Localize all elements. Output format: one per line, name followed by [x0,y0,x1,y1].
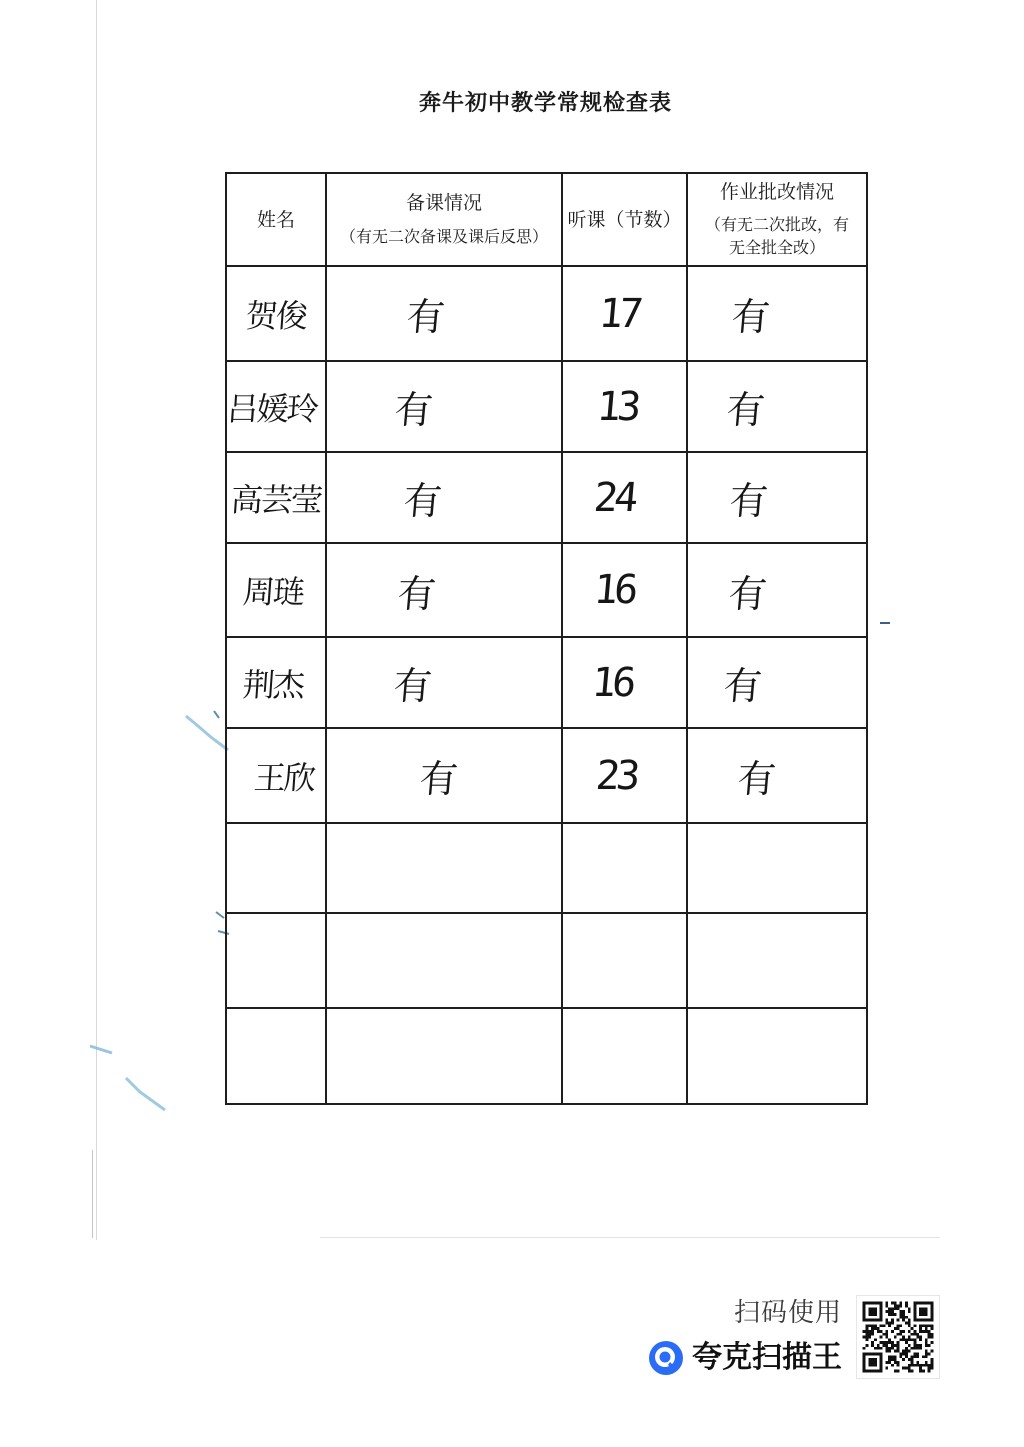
homework-grading-cell [687,266,867,361]
homework-grading-value: 有 [729,295,772,339]
teacher-name: 高芸莹 [229,480,323,519]
teacher-name: 荆杰 [241,665,305,704]
blank-cell [326,823,562,913]
blank-cell [562,1008,687,1104]
scan-artifact [186,716,228,750]
table-row [226,266,867,361]
teacher-name-cell [226,361,326,452]
header-class-observation [562,173,687,266]
table-header-row [226,173,867,266]
lesson-prep-cell [326,361,562,452]
teacher-name-cell [226,452,326,543]
lesson-prep-cell [326,266,562,361]
lesson-prep-value: 有 [404,295,447,339]
paper-edge-left [96,0,97,1240]
scan-artifact [90,1046,112,1053]
paper-edge-left-shadow [92,1150,93,1238]
class-observation-cell [562,266,687,361]
lesson-prep-cell [326,637,562,728]
blank-cell [326,913,562,1008]
homework-grading-cell [687,543,867,637]
lesson-prep-value: 有 [392,388,435,432]
page-title: 奔牛初中教学常规检查表 [418,90,672,116]
homework-grading-value: 有 [726,571,769,616]
header-lesson-prep [326,173,562,266]
homework-grading-value: 有 [735,757,778,801]
qr-code-icon [857,1296,939,1378]
table-row [226,637,867,728]
header-lesson-prep-title: 备课情况 [405,191,482,214]
class-observation-cell [562,452,687,543]
teacher-name: 贺俊 [244,296,308,335]
table-row [226,361,867,452]
blank-cell [226,913,326,1008]
teacher-name: 吕媛玲 [225,389,319,428]
quark-logo-icon [648,1340,684,1376]
table-row [226,543,867,637]
lesson-prep-cell [326,543,562,637]
table-row-blank [226,913,867,1008]
brand-name: 夸克扫描王 [692,1340,842,1375]
teacher-name-cell [226,543,326,637]
homework-grading-cell [687,361,867,452]
header-name [226,173,326,266]
blank-cell [562,913,687,1008]
homework-grading-cell [687,728,867,823]
blank-cell [687,913,867,1008]
lesson-prep-cell [326,728,562,823]
table-row-blank [226,823,867,913]
lesson-prep-value: 有 [401,479,444,523]
brand-watermark [648,1340,842,1376]
scan-to-use-label: 扫码使用 [733,1298,842,1328]
class-observation-count: 17 [596,290,642,337]
qr-modules [863,1302,934,1373]
class-observation-count: 13 [594,383,640,430]
homework-grading-cell [687,452,867,543]
blank-cell [687,1008,867,1104]
teacher-name-cell [226,637,326,728]
blank-cell [562,823,687,913]
teacher-name: 周琏 [241,573,305,611]
paper-edge-bottom [320,1237,940,1238]
class-observation-count: 16 [591,567,637,613]
table-row [226,728,867,823]
header-homework-grading-note: （有无二次批改，有无全批全改） [704,214,849,257]
lesson-prep-value: 有 [395,571,438,616]
class-observation-cell [562,728,687,823]
teacher-name-cell [226,728,326,823]
header-class-observation-label: 听课（节数） [567,208,682,231]
header-homework-grading-title: 作业批改情况 [719,180,834,203]
lesson-prep-value: 有 [391,664,434,708]
class-observation-count: 16 [589,659,635,706]
homework-grading-value: 有 [721,664,764,708]
scan-artifact [214,711,219,718]
homework-grading-value: 有 [724,388,767,432]
homework-grading-value: 有 [727,479,770,523]
homework-grading-cell [687,637,867,728]
qr-code [857,1296,939,1378]
header-homework-grading [687,173,867,266]
teacher-name: 王欣 [252,758,316,797]
blank-cell [226,1008,326,1104]
class-observation-cell [562,361,687,452]
lesson-prep-cell [326,452,562,543]
lesson-prep-value: 有 [417,757,460,801]
header-lesson-prep-note: （有无二次备课及课后反思） [339,226,548,246]
inspection-table [225,172,868,1105]
teacher-name-cell [226,266,326,361]
blank-cell [687,823,867,913]
table-row [226,452,867,543]
header-name-label: 姓名 [256,208,295,231]
table-row-blank [226,1008,867,1104]
blank-cell [326,1008,562,1104]
blank-cell [226,823,326,913]
scan-artifact [126,1078,165,1110]
class-observation-cell [562,543,687,637]
class-observation-count: 24 [591,474,637,521]
class-observation-cell [562,637,687,728]
class-observation-count: 23 [593,752,639,799]
